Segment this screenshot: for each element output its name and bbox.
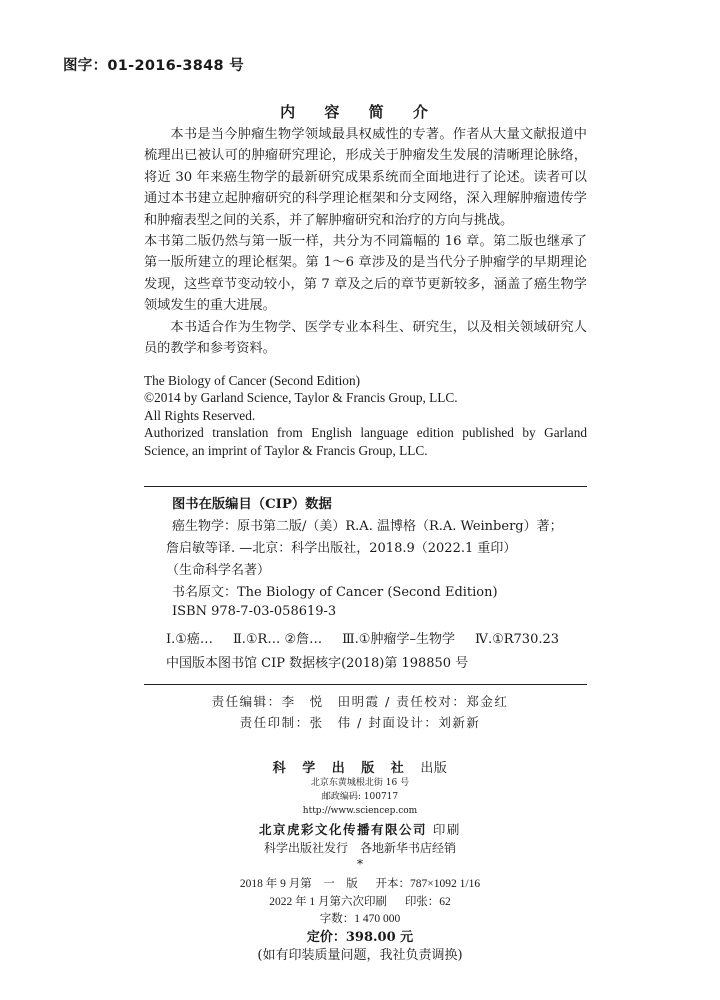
distribution-line: 科学出版社发行 各地新华书店经销 bbox=[263, 841, 456, 855]
publisher-postcode: 邮政编码: 100717 bbox=[321, 792, 399, 802]
price-value: 398.00 元 bbox=[345, 930, 414, 945]
cip-title: 图书在版编目（CIP）数据 bbox=[172, 497, 332, 512]
printing-row bbox=[0, 893, 720, 911]
cip-class: Ⅳ.①R730.23 bbox=[474, 631, 560, 647]
sheet-count: 印张：62 bbox=[404, 896, 451, 908]
publisher-line bbox=[0, 757, 720, 776]
intro-paragraph: 本书适合作为生物学、医学专业本科生、研究生，以及相关领域研究人员的教学和参考资料。 bbox=[144, 319, 587, 357]
cip-classes bbox=[144, 629, 587, 651]
printer-suffix: 印刷 bbox=[432, 822, 461, 837]
intro-paragraph: 本书是当今肿瘤生物学领域最具权威性的专著。作者从大量文献报道中梳理出已被认可的肿瘤研究理论，形成关于肿瘤发生发展的清晰理论脉络，将近 30 年来癌生物学的最新研究成果系统而全面地进行了论述。读者可以通过本书建立起肿瘤研究的科学理论框架和分支网络，深入理解肿瘤遗传学和肿瘤表型之间的关系，并了解肿瘤研究和治疗的方向与挑战。 bbox=[144, 127, 587, 228]
cip-body bbox=[144, 516, 587, 675]
publisher-name: 科 学 出 版 社 bbox=[272, 761, 410, 776]
cip-line: 詹启敏等译. —北京：科学出版社，2018.9（2022.1 重印） bbox=[166, 541, 517, 557]
publisher-website: http://www.sciencep.com bbox=[302, 806, 418, 816]
format-size: 开本：787×1092 1/16 bbox=[375, 878, 481, 890]
edition-date: 2018 年 9 月第 一 版 bbox=[239, 878, 358, 890]
price-label: 定价： bbox=[306, 930, 346, 945]
publisher-suffix: 出版 bbox=[420, 761, 448, 776]
intro-title: 内 容 简 介 bbox=[280, 103, 440, 121]
copyright-line: The Biology of Cancer (Second Edition) bbox=[144, 373, 361, 388]
copyright-line: All Rights Reserved. bbox=[144, 407, 256, 423]
cip-series: （生命科学名著） bbox=[166, 563, 271, 579]
quality-notice: (如有印装质量问题，我社负责调换) bbox=[257, 948, 463, 963]
intro-paragraph: 本书第二版仍然与第一版一样，共分为不同篇幅的 16 章。第二版也继承了第一版所建立的理论框架。第 1～6 章涉及的是当代分子肿瘤学的早期理论发现，这些章节变动较小，第 7 章及之后的章节更新较多，涵盖了癌生物学领域发生的重大进展。 bbox=[144, 234, 587, 314]
cip-isbn: ISBN 978-7-03-058619-3 bbox=[172, 603, 337, 619]
cip-bottom-rule bbox=[144, 684, 587, 685]
intro-body bbox=[144, 124, 587, 359]
cip-original-title: 书名原文：The Biology of Cancer (Second Edition) bbox=[172, 584, 498, 600]
printer-name: 北京虎彩文化传播有限公司 bbox=[259, 822, 428, 837]
staff-line: 责任编辑：李 悦 田明霞 / 责任校对：郑金红 bbox=[211, 694, 509, 709]
edition-row bbox=[0, 875, 720, 893]
separator-star: * bbox=[357, 857, 363, 871]
cip-class: Ⅲ.①肿瘤学–生物学 bbox=[342, 631, 455, 647]
staff-line: 责任印制：张 伟 / 封面设计：刘新新 bbox=[239, 715, 481, 730]
printer-line bbox=[0, 820, 720, 838]
cip-line: 癌生物学：原书第二版/（美）R.A. 温博格（R.A. Weinberg）著； bbox=[172, 519, 563, 534]
publisher-address: 北京东黄城根北街 16 号 bbox=[310, 778, 410, 788]
copyright-block bbox=[144, 372, 587, 459]
printing-date: 2022 年 1 月第六次印刷 bbox=[269, 896, 388, 908]
cip-catalog: 中国版本图书馆 CIP 数据核字(2018)第 198850 号 bbox=[166, 655, 469, 671]
word-count: 字数：1 470 000 bbox=[319, 913, 401, 925]
copyright-line: ©2014 by Garland Science, Taylor & Francis Group, LLC. bbox=[144, 390, 458, 406]
registration-number: 图字：01-2016-3848 号 bbox=[63, 58, 245, 74]
cip-class: Ⅰ.①癌… bbox=[166, 631, 213, 647]
price-line bbox=[0, 926, 720, 945]
copyright-line: Authorized translation from English language edition published by Garland Science, an imprint of Taylor & Francis Group, LLC. bbox=[144, 425, 587, 458]
cip-class: Ⅱ.①R… ②詹… bbox=[232, 631, 323, 647]
cip-top-rule bbox=[144, 486, 587, 487]
